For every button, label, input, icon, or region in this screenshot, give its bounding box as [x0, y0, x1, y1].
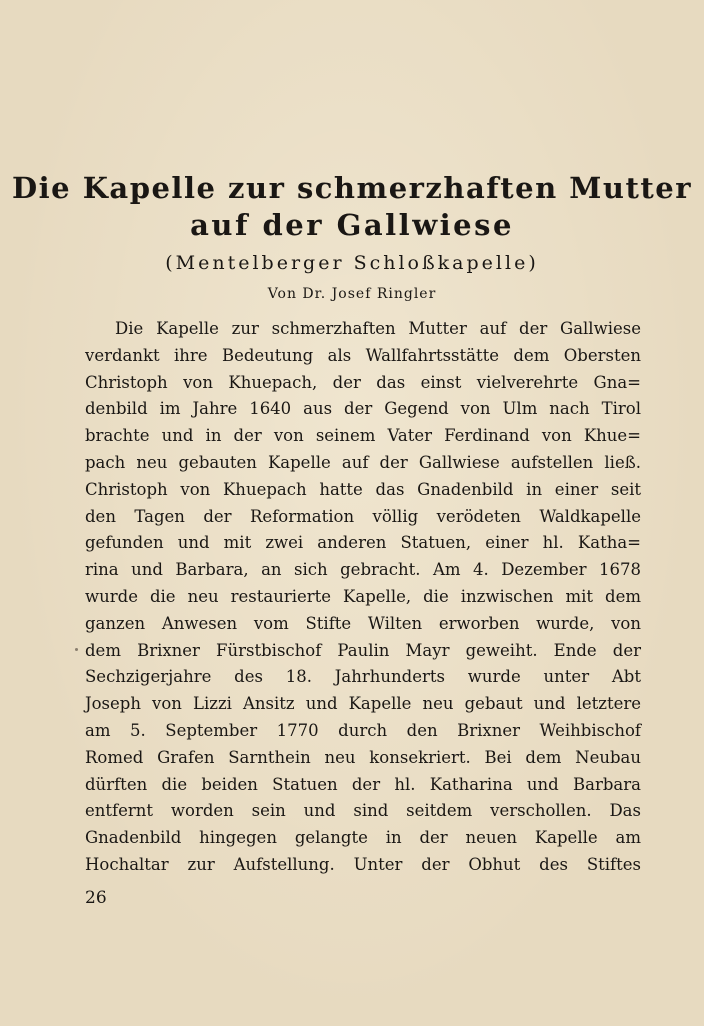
body-line: entfernt worden sein und sind seitdem verschollen. Das — [85, 801, 641, 821]
body-line: Hochaltar zur Aufstellung. Unter der Obhut des Stiftes — [85, 854, 641, 874]
body-line: pach neu gebauten Kapelle auf der Gallwiese aufstellen ließ. — [85, 452, 641, 472]
body-line: verdankt ihre Bedeutung als Wallfahrtsstätte dem Obersten — [85, 345, 641, 365]
body-line: Christoph von Khuepach hatte das Gnadenbild in einer seit — [85, 479, 641, 499]
body-line: Die Kapelle zur schmerzhaften Mutter auf der Gallwiese — [115, 319, 641, 338]
body-line: Joseph von Lizzi Ansitz und Kapelle neu gebaut und letztere — [85, 694, 641, 714]
body-line: Gnadenbild hingegen gelangte in der neuen Kapelle am — [85, 828, 641, 848]
body-line: am 5. September 1770 durch den Brixner Weihbischof — [85, 720, 641, 740]
article-subtitle: (Mentelberger Schloßkapelle) — [165, 252, 539, 274]
body-line: Sechzigerjahre des 18. Jahrhunderts wurde unter Abt — [85, 667, 641, 687]
body-line: den Tagen der Reformation völlig verödeten Waldkapelle — [85, 506, 641, 526]
article-body — [85, 316, 641, 879]
article-title-line-1: Die Kapelle zur schmerzhaften Mutter — [12, 171, 692, 205]
paper-speck — [75, 648, 78, 651]
article-title-line-2: auf der Gallwiese — [190, 208, 514, 242]
body-line: Romed Grafen Sarnthein neu konsekriert. Bei dem Neubau — [85, 747, 641, 767]
body-line: dem Brixner Fürstbischof Paulin Mayr geweiht. Ende der — [85, 640, 641, 660]
body-line: gefunden und mit zwei anderen Statuen, einer hl. Katha= — [85, 533, 641, 553]
author-byline: Von Dr. Josef Ringler — [267, 286, 437, 302]
page-number: 26 — [85, 888, 107, 908]
body-line: wurde die neu restaurierte Kapelle, die inzwischen mit dem — [85, 586, 641, 606]
body-line: ganzen Anwesen vom Stifte Wilten erworben wurde, von — [85, 613, 641, 633]
body-line: dürften die beiden Statuen der hl. Katharina und Barbara — [85, 774, 641, 794]
body-line: rina und Barbara, an sich gebracht. Am 4. Dezember 1678 — [85, 560, 641, 580]
body-line: denbild im Jahre 1640 aus der Gegend von Ulm nach Tirol — [85, 399, 641, 419]
body-line: Christoph von Khuepach, der das einst vielverehrte Gna= — [85, 372, 641, 392]
body-line: brachte und in der von seinem Vater Ferdinand von Khue= — [85, 426, 641, 446]
